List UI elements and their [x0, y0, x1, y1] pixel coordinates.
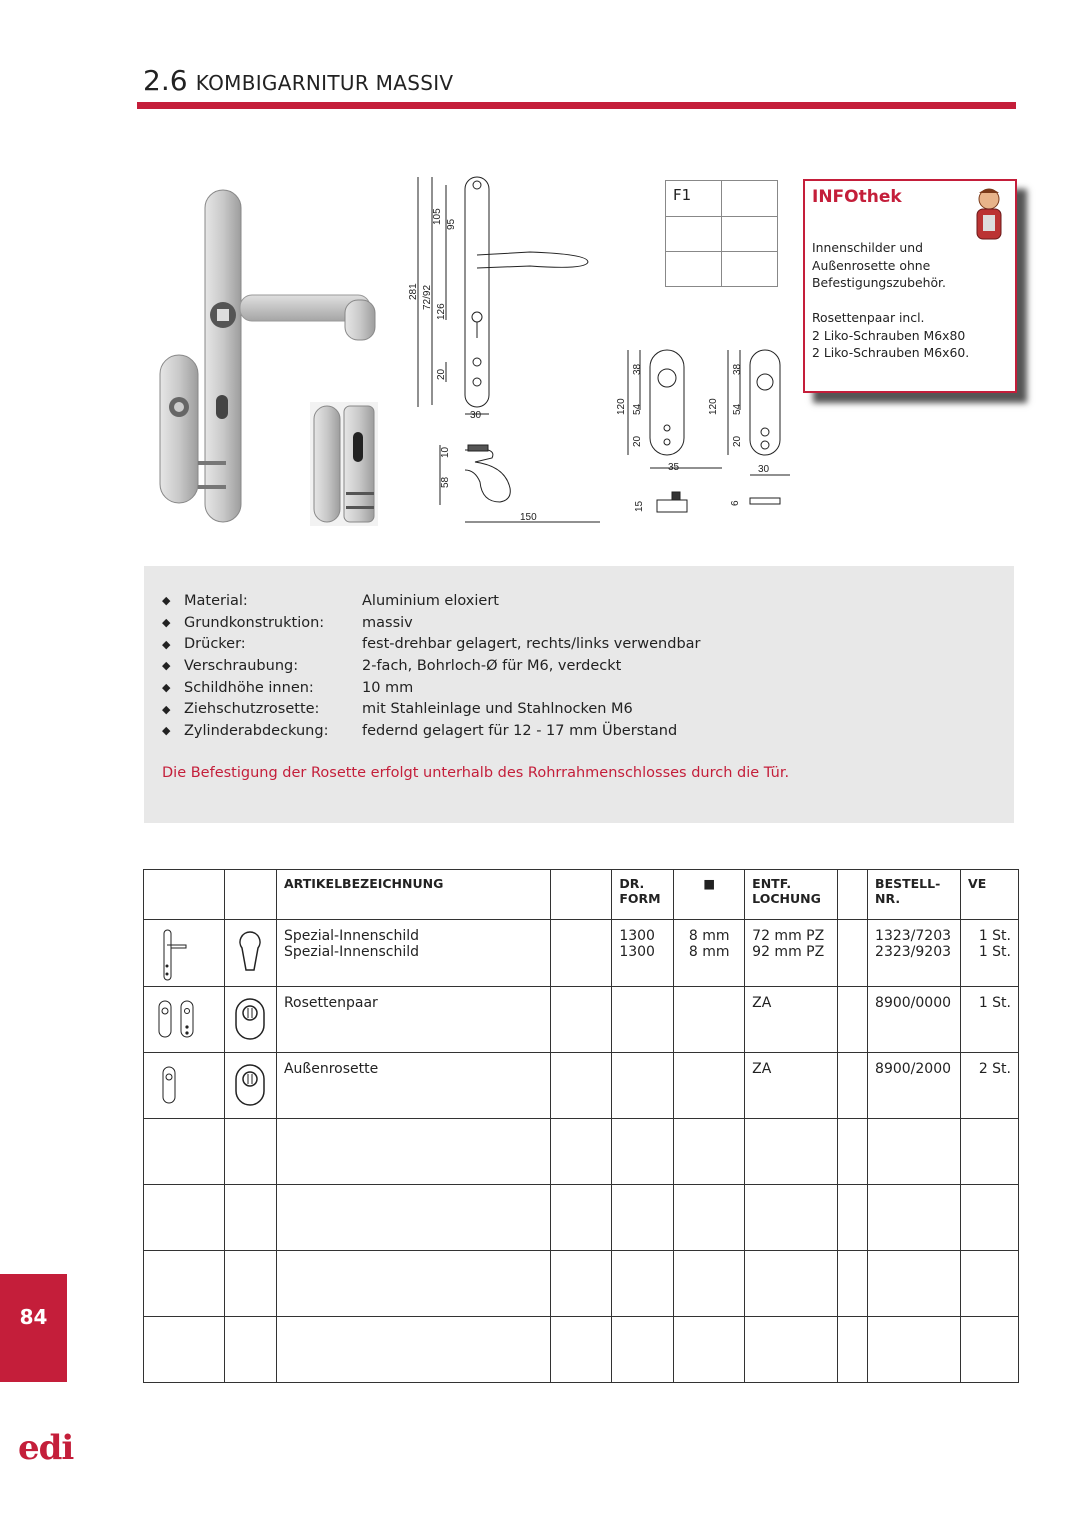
table-row: Spezial-Innenschild Spezial-Innenschild 1300 1300 8 mm 8 mm 72 mm PZ 92 mm PZ 1323/7203 2323/9203 1 St. 1 St.	[144, 920, 1019, 987]
page-number: 84	[19, 1305, 48, 1329]
header-ve: VE	[961, 870, 1019, 920]
dim-95: 95	[446, 218, 457, 230]
page-title	[143, 64, 453, 97]
dim-54a: 54	[632, 403, 643, 415]
rosette-photo	[310, 402, 378, 526]
table-row: Rosettenpaar ZA 8900/0000 1 St.	[144, 987, 1019, 1053]
table-row-empty	[144, 1119, 1019, 1185]
brand-logo: edi	[18, 1428, 74, 1468]
dim-72-92: 72/92	[422, 284, 433, 310]
profile-cylinder-icon	[224, 920, 276, 987]
dim-20b: 20	[732, 435, 743, 447]
dim-38b: 38	[732, 363, 743, 375]
infothek-box	[803, 179, 1017, 393]
outer-rosette-drawing-icon	[144, 1053, 225, 1119]
spec-row: ◆ Zylinderabdeckung: federnd gelagert für 12 - 17 mm Überstand	[162, 722, 678, 739]
dim-150: 150	[520, 512, 537, 523]
dim-6: 6	[730, 500, 741, 506]
dim-15: 15	[634, 500, 645, 512]
spec-row: ◆ Verschraubung: 2-fach, Bohrloch-Ø für M6, verdeckt	[162, 657, 622, 674]
rosette-pair-drawing-icon	[144, 987, 225, 1053]
spec-row: ◆ Grundkonstruktion: massiv	[162, 614, 413, 631]
dim-20a: 20	[632, 435, 643, 447]
dim-30b: 30	[758, 464, 770, 475]
header-entf: ENTF. LOCHUNG	[745, 870, 838, 920]
dim-120b: 120	[708, 398, 719, 415]
dim-35: 35	[668, 462, 680, 473]
finish-grid	[665, 180, 778, 287]
dim-54b: 54	[732, 403, 743, 415]
title-underline	[137, 102, 1016, 109]
dim-20: 20	[436, 368, 447, 380]
dim-105: 105	[432, 208, 443, 225]
spec-row: ◆ Material: Aluminium eloxiert	[162, 592, 499, 609]
mounting-note: Die Befestigung der Rosette erfolgt unterhalb des Rohrrahmenschlosses durch die Tür.	[162, 765, 790, 781]
table-row: Außenrosette ZA 8900/2000 2 St.	[144, 1053, 1019, 1119]
spec-row: ◆ Schildhöhe innen: 10 mm	[162, 679, 414, 696]
innenschild-drawing-icon	[144, 920, 225, 987]
mascot-icon	[967, 185, 1011, 245]
dim-281: 281	[408, 283, 419, 300]
header-square: ■	[674, 870, 745, 920]
header-artikel: ARTIKELBEZEICHNUNG	[276, 870, 550, 920]
section-number: 2.6	[143, 64, 188, 97]
spec-row: ◆ Ziehschutzrosette: mit Stahleinlage und Stahlnocken M6	[162, 701, 633, 718]
spec-list	[162, 590, 701, 742]
table-row-empty	[144, 1251, 1019, 1317]
table-row-empty	[144, 1185, 1019, 1251]
security-rosette-icon	[224, 987, 276, 1053]
dim-120a: 120	[616, 398, 627, 415]
dim-10: 10	[440, 446, 451, 458]
table-header	[144, 870, 1019, 920]
dim-58: 58	[440, 476, 451, 488]
article-table	[143, 869, 1019, 1383]
dim-126: 126	[436, 303, 447, 320]
security-rosette-icon	[224, 1053, 276, 1119]
spec-row: ◆ Drücker: fest-drehbar gelagert, rechts/links verwendbar	[162, 636, 701, 653]
infothek-title: INFOthek	[812, 187, 902, 207]
finish-label: F1	[673, 186, 692, 204]
section-title: KOMBIGARNITUR MASSIV	[195, 71, 454, 95]
header-bestell: BESTELL- NR.	[868, 870, 961, 920]
table-row-empty	[144, 1317, 1019, 1383]
header-form: DR. FORM	[612, 870, 674, 920]
dim-30: 30	[470, 410, 482, 421]
infothek-text: Innenschilder und Außenrosette ohne Befestigungszubehör. Rosettenpaar incl. 2 Liko-Schrauben M6x80 2 Liko-Schrauben M6x60.	[812, 240, 970, 360]
dim-38a: 38	[632, 363, 643, 375]
